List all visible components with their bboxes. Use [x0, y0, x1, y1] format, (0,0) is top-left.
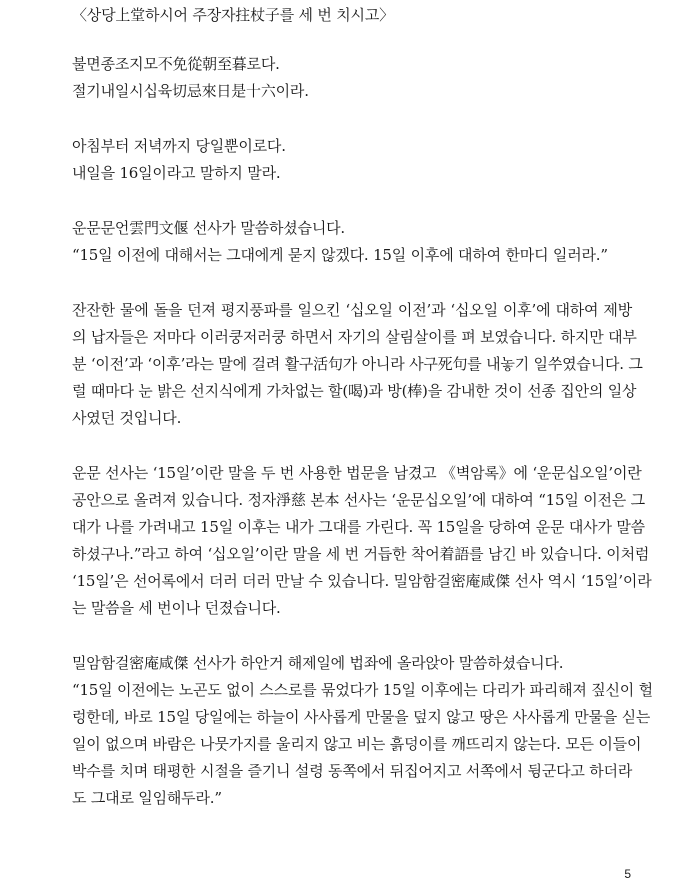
- page-number: 5: [624, 867, 631, 881]
- paragraph-line: 하셨구나.”라고 하여 ‘십오일’이란 말을 세 번 거듭한 착어着語를 남긴 바 있습니다. 이처럼: [72, 545, 650, 563]
- quote-line: 운문문언雲門文偃 선사가 말씀하셨습니다.: [72, 219, 345, 237]
- paragraph-line: 분 ‘이전’과 ‘이후’라는 말에 걸려 활구活句가 아니라 사구死句를 내놓기 일쑤였습니다. 그: [72, 355, 643, 373]
- paragraph-line: 박수를 치며 태평한 시절을 즐기니 설령 동쪽에서 뒤집어지고 서쪽에서 뒹군다고 하더라: [72, 762, 633, 780]
- paragraph-line: “15일 이전에는 노곤도 없이 스스로를 묶었다가 15일 이후에는 다리가 파리해져 짚신이 헐: [72, 681, 653, 699]
- verse-hanja: [72, 51, 632, 105]
- spacer: [72, 622, 632, 650]
- heading: 〈상당上堂하시어 주장자拄杖子를 세 번 치시고〉: [72, 6, 394, 24]
- paragraph-line: 잔잔한 물에 돌을 던져 평지풍파를 일으킨 ‘십오일 이전’과 ‘십오일 이후’에 대하여 제방: [72, 301, 632, 319]
- spacer: [72, 105, 632, 133]
- verse-line: 내일을 16일이라고 말하지 말라.: [72, 164, 281, 182]
- verse-line: 절기내일시십육切忌來日是十六이라.: [72, 82, 309, 100]
- verse-line: 아침부터 저녁까지 당일뿐이로다.: [72, 137, 286, 155]
- paragraph-line: ‘15일’은 선어록에서 더러 더러 만날 수 있습니다. 밀암함걸密庵咸傑 선사 역시 ‘15일’이라: [72, 572, 652, 590]
- document-page: [72, 2, 653, 812]
- spacer: [72, 29, 632, 51]
- verse-line: 불면종조지모不免從朝至暮로다.: [72, 55, 280, 73]
- quote-block: [72, 215, 632, 269]
- paragraph-3: [72, 650, 653, 812]
- spacer: [72, 269, 632, 297]
- spacer: [72, 432, 632, 460]
- paragraph-2: [72, 460, 652, 622]
- paragraph-line: 대가 나를 가려내고 15일 이후는 내가 그대를 가린다. 꼭 15일을 당하여 운문 대사가 말씀: [72, 518, 645, 536]
- paragraph-line: 운문 선사는 ‘15일’이란 말을 두 번 사용한 법문을 남겼고 《벽암록》에 ‘운문십오일’이란: [72, 464, 642, 482]
- paragraph-line: 일이 없으며 바람은 나뭇가지를 울리지 않고 비는 흙덩이를 깨뜨리지 않는다. 모든 이들이: [72, 735, 642, 753]
- spacer: [72, 187, 632, 215]
- paragraph-line: 의 납자들은 저마다 이러쿵저러쿵 하면서 자기의 살림살이를 펴 보였습니다. 하지만 대부: [72, 328, 637, 346]
- paragraph-line: 사였던 것입니다.: [72, 409, 182, 427]
- paragraph-line: 밀암함걸密庵咸傑 선사가 하안거 해제일에 법좌에 올라앉아 말씀하셨습니다.: [72, 654, 564, 672]
- verse-translation: [72, 133, 632, 187]
- paragraph-line: 도 그대로 일임해두라.”: [72, 789, 222, 807]
- paragraph-1: [72, 297, 643, 432]
- paragraph-line: 는 말씀을 세 번이나 던졌습니다.: [72, 599, 281, 617]
- paragraph-line: 럴 때마다 눈 밝은 선지식에게 가차없는 할(喝)과 방(棒)을 감내한 것이 선종 집안의 일상: [72, 382, 637, 400]
- quote-line: “15일 이전에 대해서는 그대에게 묻지 않겠다. 15일 이후에 대하여 한마디 일러라.”: [72, 246, 608, 264]
- paragraph-line: 공안으로 올려져 있습니다. 정자淨慈 본本 선사는 ‘운문십오일’에 대하여 “15일 이전은 그: [72, 491, 645, 509]
- paragraph-line: 렁한데, 바로 15일 당일에는 하늘이 사사롭게 만물을 덮지 않고 땅은 사사롭게 만물을 싣는: [72, 708, 651, 726]
